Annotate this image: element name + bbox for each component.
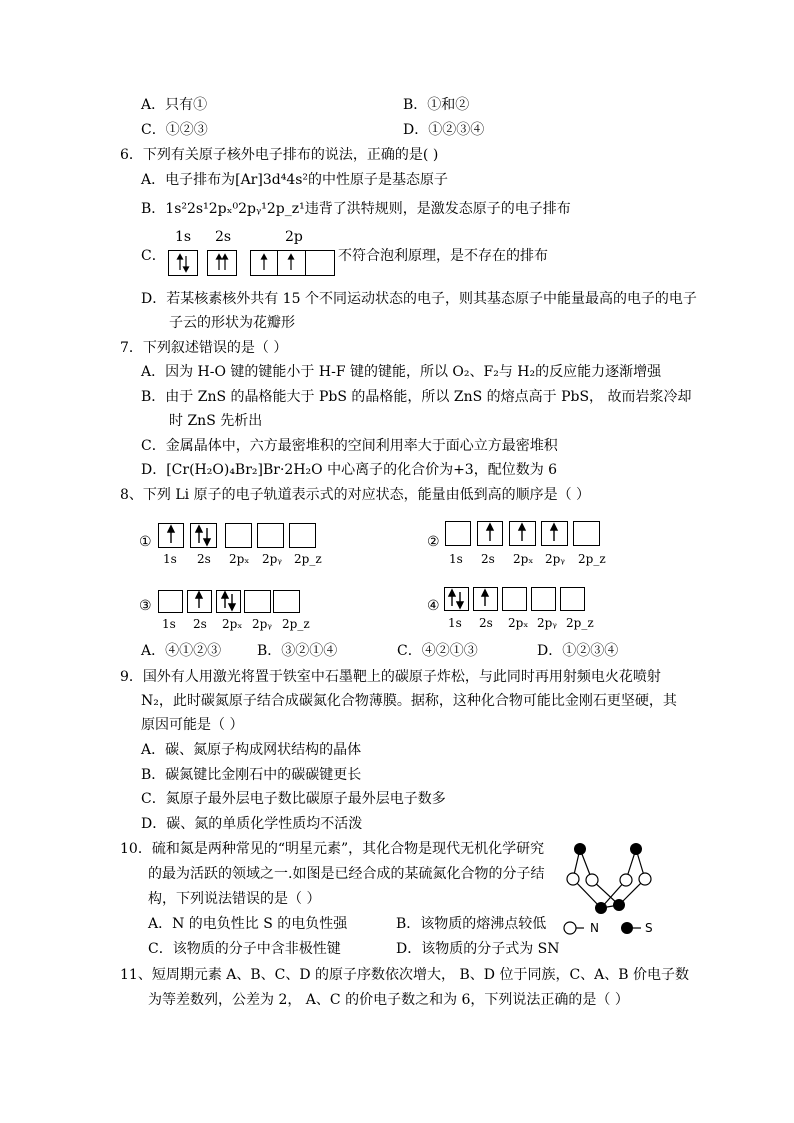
q5-option-a: A．只有① xyxy=(141,97,208,113)
orbital-label: 2pₓ xyxy=(222,617,243,631)
orbital-label: 1s xyxy=(163,552,177,566)
orbital-label: 2pₓ xyxy=(229,552,250,566)
q9-stem-line1: 9．国外有人用激光将置于铁室中石墨靶上的碳原子炸松，与此同时再用射频电火花喷射 xyxy=(120,669,661,685)
q5-option-b: B．①和② xyxy=(403,97,470,113)
q7-option-c: C．金属晶体中，六方最密堆积的空间利用率大于面心立方最密堆积 xyxy=(141,438,558,454)
q9-option-d: D．碳、氮的单质化学性质均不活泼 xyxy=(141,816,363,832)
q7-option-b-line2: 时 ZnS 先析出 xyxy=(169,413,263,429)
orbital-label: 2p_z xyxy=(578,552,606,566)
sulfur-atom xyxy=(574,843,586,855)
q6-c-label-2s: 2s xyxy=(215,229,232,245)
legend-nitrogen-symbol xyxy=(564,922,576,934)
q6-option-b-text: 违背了洪特规则，是激发态原子的电子排布 xyxy=(304,201,571,217)
orbital-label: 2s xyxy=(193,617,207,631)
q7-option-b-line1: B．由于 ZnS 的晶格能大于 PbS 的晶格能，所以 ZnS 的熔点高于 PbS， 故而岩浆冷却 xyxy=(141,389,692,405)
orbital-label: 2s xyxy=(197,552,211,566)
q6-option-c-text: 不符合泡利原理，是不存在的排布 xyxy=(338,248,548,264)
q10-stem-line1: 10．硫和氮是两种常见的“明星元素”，其化合物是现代无机化学研究 xyxy=(120,841,545,857)
orbital-label: 2p_z xyxy=(282,617,310,631)
nitrogen-atom xyxy=(567,873,579,885)
q7-stem: 7．下列叙述错误的是（ ） xyxy=(120,340,288,356)
q9-option-c: C．氮原子最外层电子数比碳原子最外层电子数多 xyxy=(141,791,446,807)
legend-sulfur-label: S xyxy=(645,921,653,935)
orbital-label: 2pᵧ xyxy=(252,617,272,631)
orbital-label: 2s xyxy=(481,552,495,566)
q7-option-a: A．因为 H-O 键的键能小于 H-F 键的键能，所以 O₂、F₂与 H₂的反应能力逐渐增强 xyxy=(141,364,662,380)
q10-option-d: D．该物质的分子式为 SN xyxy=(396,941,560,957)
sulfur-atom xyxy=(595,902,607,914)
nitrogen-atom xyxy=(586,874,598,886)
q6-option-a: A．电子排布为[Ar]3d⁴4s²的中性原子是基态原子 xyxy=(141,172,449,188)
orbital-label: 1s xyxy=(162,617,176,631)
q8-marker-1: ① xyxy=(139,534,152,550)
q11-stem-line1: 11、短周期元素 A、B、C、D 的原子序数依次增大， B、D 位于同族，C、A、B 价电子数 xyxy=(120,967,690,983)
q8-option-d: D．①②③④ xyxy=(537,643,619,659)
q6-option-b-config: B．1s²2s¹2pₓ⁰2pᵧ¹2p_z¹ xyxy=(141,201,305,217)
legend-nitrogen-label: N xyxy=(590,921,599,935)
q10-option-b: B．该物质的熔沸点较低 xyxy=(396,916,547,932)
q6-option-c-prefix: C． xyxy=(141,248,166,264)
q6-option-d-line2: 子云的形状为花瓣形 xyxy=(169,315,295,331)
q8-option-b: B．③②①④ xyxy=(257,643,338,659)
q6-c-label-2p: 2p xyxy=(285,229,303,245)
q8-marker-2: ② xyxy=(427,534,440,550)
q8-option-a: A．④①②③ xyxy=(141,643,222,659)
orbital-label: 2s xyxy=(479,616,493,630)
q8-marker-3: ③ xyxy=(139,598,152,614)
q5-option-c: C．①②③ xyxy=(141,122,208,138)
orbital-label: 1s xyxy=(448,616,462,630)
q5-option-d: D．①②③④ xyxy=(403,122,485,138)
nitrogen-atom xyxy=(620,874,632,886)
q6-option-d-line1: D．若某核素核外共有 15 个不同运动状态的电子，则其基态原子中能量最高的电子的电子 xyxy=(141,291,697,307)
q10-option-a: A．N 的电负性比 S 的电负性强 xyxy=(148,916,348,932)
q9-stem-line3: 原因可能是（ ） xyxy=(141,717,244,733)
orbital-label: 2p_z xyxy=(294,552,322,566)
q10-option-c: C．该物质的分子中含非极性键 xyxy=(148,941,341,957)
orbital-label: 2p_z xyxy=(566,616,594,630)
orbital-label: 2pₓ xyxy=(513,552,534,566)
q10-stem-line2: 的最为活跃的领域之一.如图是已经合成的某硫氮化合物的分子结 xyxy=(148,866,545,882)
sulfur-atom xyxy=(630,843,642,855)
q8-marker-4: ④ xyxy=(427,598,440,614)
q9-option-a: A．碳、氮原子构成网状结构的晶体 xyxy=(141,742,362,758)
q8-option-c: C．④②①③ xyxy=(397,643,478,659)
sulfur-atom xyxy=(613,899,625,911)
q7-option-d: D．[Cr(H₂O)₄Br₂]Br·2H₂O 中心离子的化合价为+3，配位数为 6 xyxy=(141,462,558,478)
orbital-label: 1s xyxy=(449,552,463,566)
legend-sulfur-symbol xyxy=(621,922,633,934)
orbital-label: 2pₓ xyxy=(508,616,529,630)
orbital-label: 2pᵧ xyxy=(545,552,565,566)
q10-stem-line3: 构，下列说法错误的是（ ） xyxy=(148,891,321,907)
q9-stem-line2: N₂，此时碳氮原子结合成碳氮化合物薄膜。据称，这种化合物可能比金刚石更坚硬，其 xyxy=(141,693,677,709)
nitrogen-atom xyxy=(639,873,651,885)
q6-stem: 6．下列有关原子核外电子排布的说法，正确的是( ) xyxy=(120,147,439,163)
q8-stem: 8、下列 Li 原子的电子轨道表示式的对应状态，能量由低到高的顺序是（ ） xyxy=(120,487,591,503)
orbital-label: 2pᵧ xyxy=(537,616,557,630)
q9-option-b: B．碳氮键比金刚石中的碳碳键更长 xyxy=(141,767,362,783)
orbital-label: 2pᵧ xyxy=(262,552,282,566)
q6-c-label-1s: 1s xyxy=(175,229,192,245)
q11-stem-line2: 为等差数列，公差为 2， A、C 的价电子数之和为 6，下列说法正确的是（ ） xyxy=(148,992,629,1008)
